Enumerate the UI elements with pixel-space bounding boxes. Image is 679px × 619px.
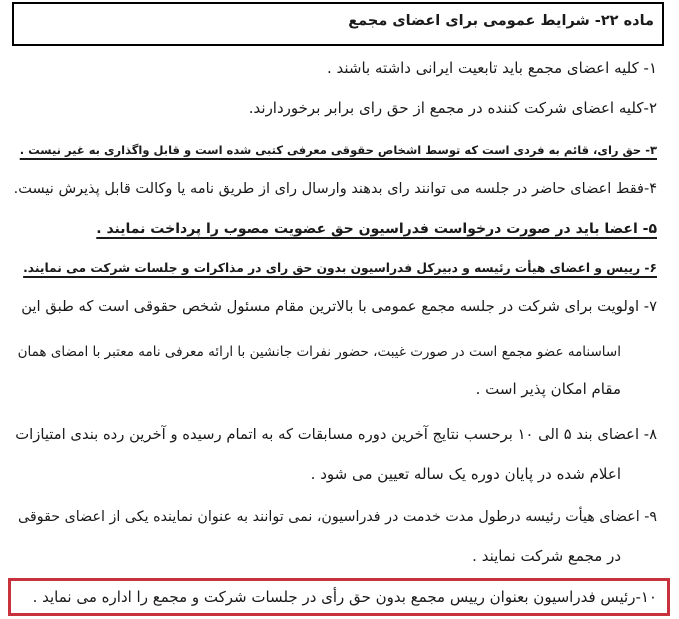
clause-9-line-1: ۹- اعضای هیأت رئیسه درطول مدت خدمت در فدراسیون، نمی توانند به عنوان نماینده یکی از اعضای حقوقی	[18, 509, 657, 525]
clause-1: ۱- کلیه اعضای مجمع باید تابعیت ایرانی داشته باشند .	[326, 59, 657, 77]
clause-2: ۲-کلیه اعضای شرکت کننده در مجمع از حق رای برابر برخوردارند.	[248, 99, 657, 117]
clause-8-line-1: ۸- اعضای بند ۵ الی ۱۰ برحسب نتایج آخرین دوره مسابقات که به اتمام رسیده و آخرین رده بندی امتیازات	[15, 426, 657, 443]
clause-5: ۵- اعضا باید در صورت درخواست فدراسیون حق عضویت مصوب را پرداخت نمایند .	[96, 221, 657, 237]
clause-7-line-2: اساسنامه عضو مجمع است در صورت غیبت، حضور نفرات جانشین با ارائه معرفی نامه معتبر با امضای همان	[17, 344, 621, 360]
article-title: ماده ۲۲- شرایط عمومی برای اعضای مجمع	[348, 13, 654, 29]
article-title-box	[12, 2, 664, 46]
clause-8-line-2: اعلام شده در پایان دوره یک ساله تعیین می شود .	[310, 465, 621, 483]
clause-6: ۶- رییس و اعضای هیأت رئیسه و دبیرکل فدراسیون بدون حق رای در مذاکرات و جلسات شرکت می نمایند.	[23, 261, 657, 275]
clause-9-line-2: در مجمع شرکت نمایند .	[472, 547, 621, 565]
clause-10: ۱۰-رئیس فدراسیون بعنوان رییس مجمع بدون حق رأی در جلسات شرکت و مجمع را اداره می نماید .	[32, 588, 657, 606]
clause-3: ۳- حق رای، قائم به فردی است که توسط اشخاص حقوقی معرفی کتبی شده است و قابل واگذاری به غیر نیست .	[19, 143, 657, 157]
clause-7-line-1: ۷- اولویت برای شرکت در جلسه مجمع عمومی با بالاترین مقام مسئول شخص حقوقی است که طبق این	[21, 298, 657, 315]
clause-4: ۴-فقط اعضای حاضر در جلسه می توانند رای بدهند وارسال رای از طریق نامه یا وکالت قابل پذیرش نیست.	[13, 181, 657, 197]
clause-7-line-3: مقام امکان پذیر است .	[475, 380, 621, 398]
